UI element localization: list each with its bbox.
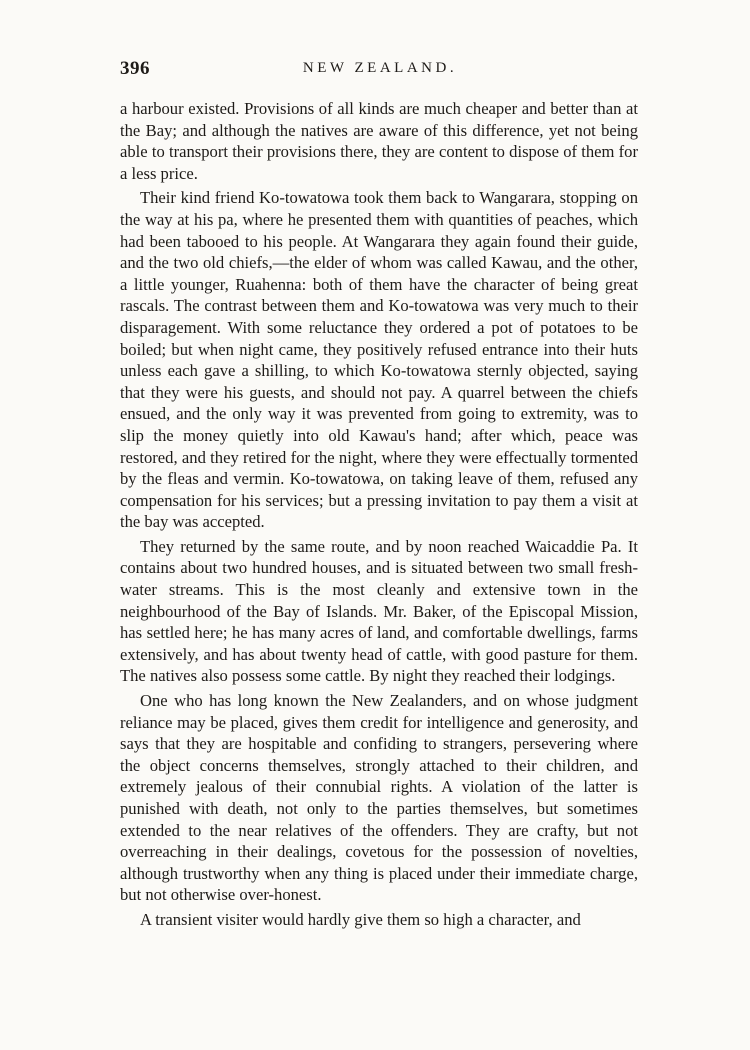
paragraph: They returned by the same route, and by noon reached Waicaddie Pa. It contains about two hundred houses, and is situated between two small fresh-water streams. This is the most cleanly and extensive town in the neighbourhood of the Bay of Islands. Mr. Baker, of the Episcopal Mission, has settled here; he has many acres of land, and comfortable dwellings, farms extensively, and has about twenty head of cattle, with good pasture for them. The natives also possess some cattle. By night they reached their lodgings.: [120, 536, 638, 686]
page-header: [120, 58, 640, 88]
page-number: 396: [120, 58, 150, 79]
paragraph-continued: a harbour existed. Provisions of all kinds are much cheaper and better than at the Bay; and although the natives are aware of this difference, yet not being able to transport their provisions there, they are content to dispose of them for a less price.: [120, 99, 638, 183]
paragraph: One who has long known the New Zealanders, and on whose judgment reliance may be placed, gives them credit for intelligence and generosity, and says that they are hospitable and confiding to strangers, persevering where the object concerns themselves, strongly attached to their children, and extremely jealous of their connubial rights. A violation of the latter is punished with death, not only to the parties themselves, but sometimes extended to the near relatives of the offenders. They are crafty, but not overreaching in their dealings, covetous for the possession of novelties, although trustworthy when any thing is placed under their immediate charge, but not otherwise over-honest.: [120, 691, 638, 905]
running-title: NEW ZEALAND.: [302, 60, 458, 76]
paragraph: Their kind friend Ko-towatowa took them back to Wangarara, stopping on the way at his pa, where he presented them with quantities of peaches, which had been tabooed to his people. At Wangarara they again found their guide, and the two old chiefs,—the elder of whom was called Kawau, and the other, a little younger, Ruahenna: both of them have the character of being great rascals. The contrast between them and Ko-towatowa was very much to their disparagement. With some reluctance they ordered a pot of potatoes to be boiled; but when night came, they positively refused entrance into their huts unless each gave a shilling, to which Ko-towatowa sternly objected, saying that they were his guests, and should not pay. A quarrel between the chiefs ensued, and the only way it was prevented from going to extremity, was to slip the money quietly into old Kawau's hand; after which, peace was restored, and they retired for the night, where they were effectually tormented by the fleas and vermin. Ko-towatowa, on taking leave of them, refused any compensation for his services; but a pressing invitation to pay them a visit at the bay was accepted.: [120, 188, 638, 532]
body-text: [120, 98, 638, 934]
paragraph: A transient visiter would hardly give them so high a character, and: [140, 909, 581, 929]
